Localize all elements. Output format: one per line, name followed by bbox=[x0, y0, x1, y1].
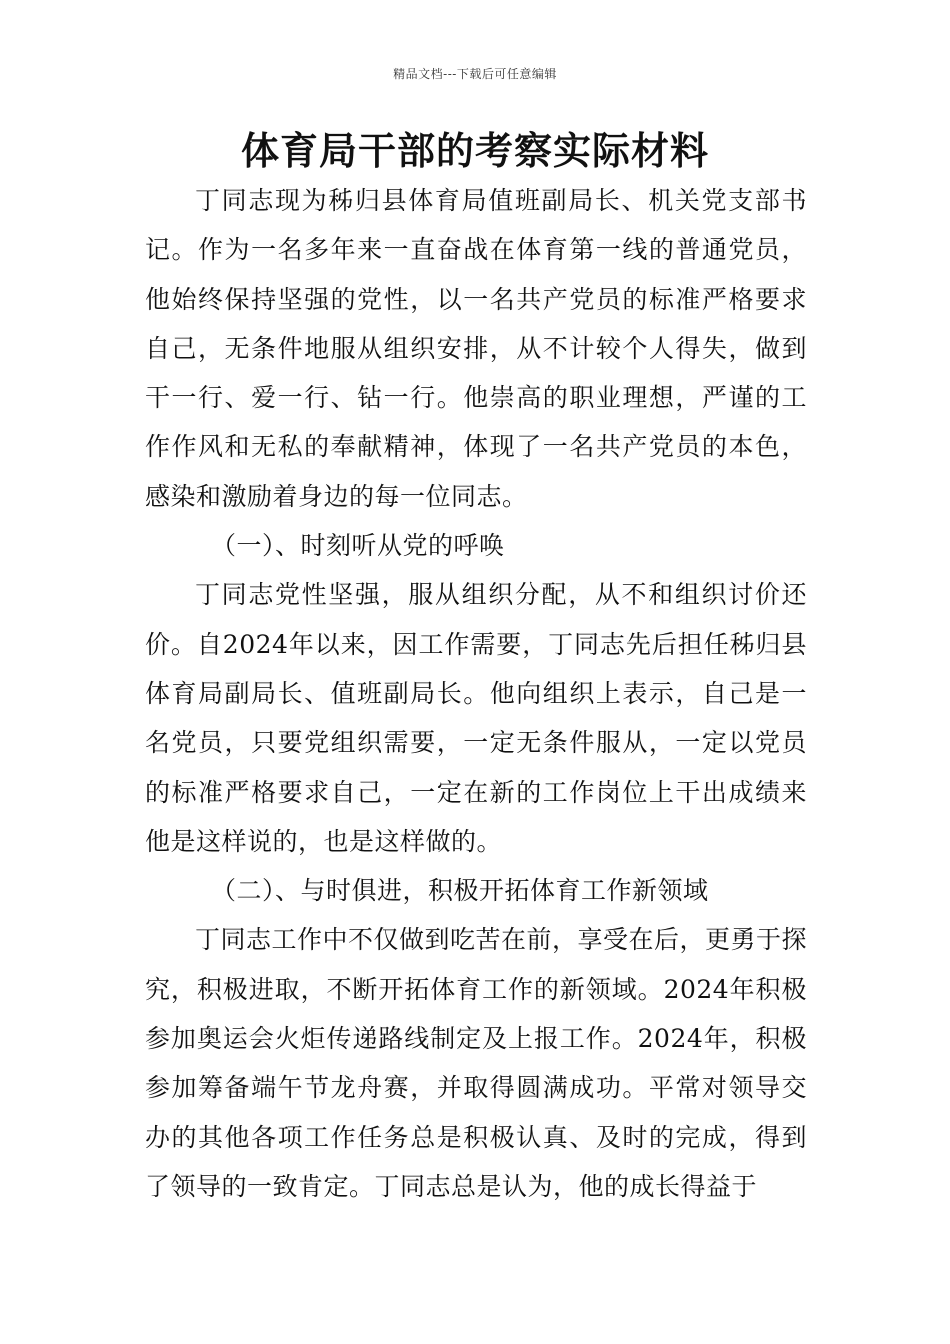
section-heading-2: （二）、与时俱进，积极开拓体育工作新领域 bbox=[211, 876, 709, 906]
paragraph-section-2: 丁同志工作中不仅做到吃苦在前，享受在后，更勇于探究，积极进取，不断开拓体育工作的新领域。2024年积极参加奥运会火炬传递路线制定及上报工作。2024年，积极参加筹备端午节龙舟赛，并取得圆满成功。平常对领导交办的其他各项工作任务总是积极认真、及时的完成，得到了领导的一致肯定。丁同志总是认为，他的成长得益于 bbox=[145, 925, 808, 1201]
paragraph-section-1: 丁同志党性坚强，服从组织分配，从不和组织讨价还价。自2024年以来，因工作需要，丁同志先后担任秭归县体育局副局长、值班副局长。他向组织上表示，自己是一名党员，只要党组织需要，一定无条件服从，一定以党员的标准严格要求自己，一定在新的工作岗位上干出成绩来他是这样说的，也是这样做的。 bbox=[145, 580, 807, 856]
document-body bbox=[145, 176, 807, 1211]
header-note: 精品文档---下载后可任意编辑 bbox=[393, 67, 557, 81]
section-heading-1: （一）、时刻听从党的呼唤 bbox=[211, 531, 505, 561]
paragraph-intro: 丁同志现为秭归县体育局值班副局长、机关党支部书记。作为一名多年来一直奋战在体育第一线的普通党员，他始终保持坚强的党性，以一名共产党员的标准严格要求自己，无条件地服从组织安排，从不计较个人得失，做到干一行、爱一行、钻一行。他崇高的职业理想，严谨的工作作风和无私的奉献精神，体现了一名共产党员的本色，感染和激励着身边的每一位同志。 bbox=[145, 186, 807, 511]
document-title: 体育局干部的考察实际材料 bbox=[240, 129, 709, 173]
